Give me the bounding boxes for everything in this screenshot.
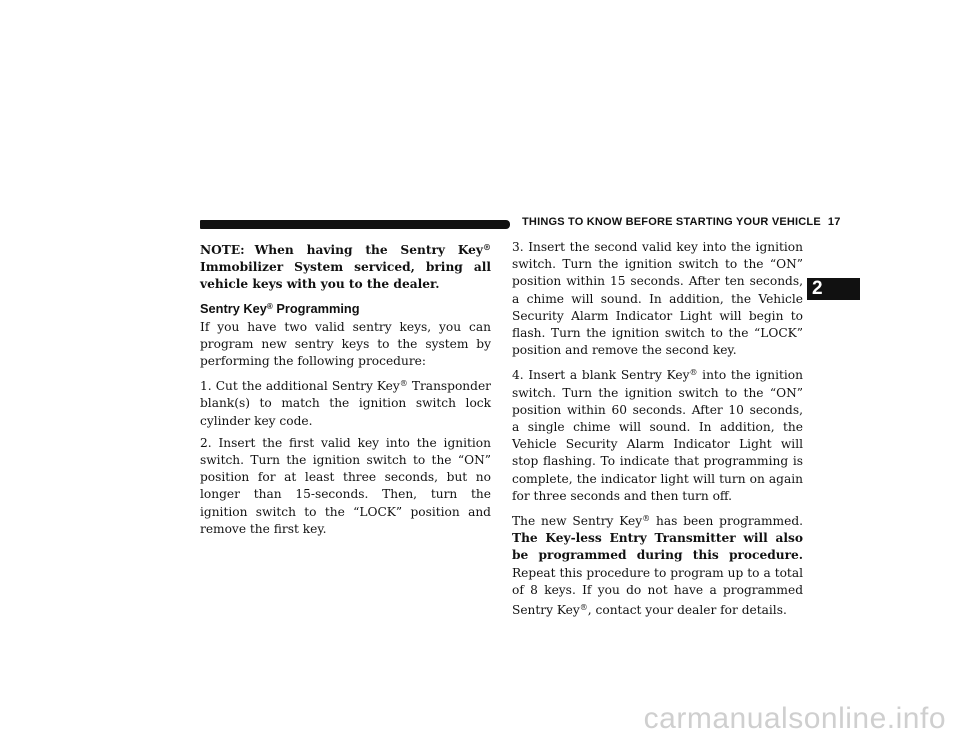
left-column — [200, 239, 491, 543]
step-3: 3. Insert the second valid key into the ignition switch. Turn the ignition switch to the “ON” position within 15 seconds. After ten seconds, a chime will sound. In addition, the Vehicle Security Alarm Indicator Light will begin to flash. Turn the ignition switch to the “LOCK” position and remove the second key. — [512, 240, 803, 358]
watermark: carmanualsonline.info — [643, 702, 946, 735]
right-column — [512, 239, 803, 624]
step-2: 2. Insert the first valid key into the ignition switch. Turn the ignition switch to the “ON” position for at least three seconds, but no longer than 15-seconds. Then, turn the ignition switch to the “LOCK” position and remove the first key. — [200, 435, 491, 536]
step-4: 4. Insert a blank Sentry Key® into the ignition switch. Turn the ignition switch to the “ON” position within 60 seconds. After 10 seconds, a single chime will sound. In addition, the Vehicle Security Alarm Indicator Light will stop flashing. To indicate that programming is complete, the indicator light will turn on again for three seconds and then turn off. — [512, 368, 803, 503]
page-number: 17 — [827, 216, 841, 228]
note-paragraph: NOTE: When having the Sentry Key® Immobilizer System serviced, bring all vehicle keys with you to the dealer. — [200, 242, 491, 292]
step-1: 1. Cut the additional Sentry Key® Transponder blank(s) to match the ignition switch lock cylinder key code. — [200, 379, 491, 428]
running-header — [522, 216, 841, 228]
header-title: THINGS TO KNOW BEFORE STARTING YOUR VEHICLE — [522, 216, 821, 228]
final-paragraph: The new Sentry Key® has been programmed. The Key-less Entry Transmitter will also be programmed during this procedure. Repeat this procedure to program up to a total of 8 keys. If you do not have a programmed Sentry Key®, contact your dealer for details. — [512, 514, 803, 618]
section-heading: Sentry Key® Programming — [200, 300, 360, 316]
chapter-tab: 2 — [807, 278, 860, 300]
header-rule — [200, 220, 510, 229]
intro-paragraph: If you have two valid sentry keys, you can program new sentry keys to the system by performing the following procedure: — [200, 319, 491, 369]
note-label: NOTE: — [200, 243, 245, 257]
